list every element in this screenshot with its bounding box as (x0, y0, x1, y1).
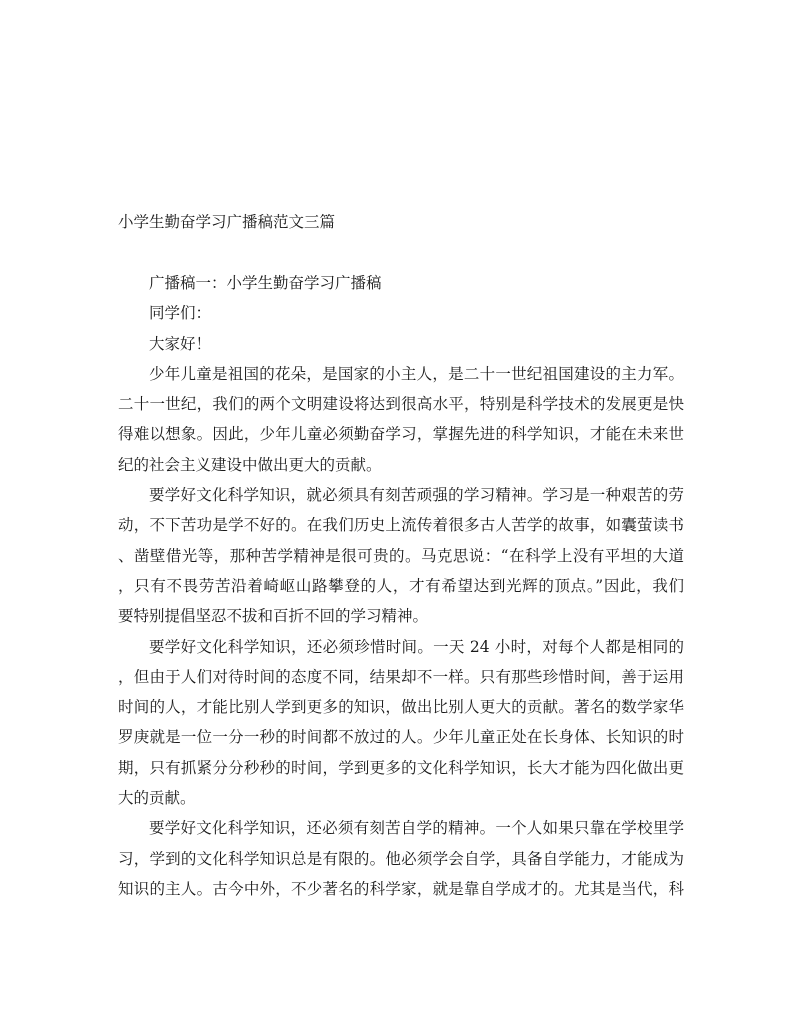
paragraph-2 (118, 480, 684, 631)
paragraph-line: 动，不下苦功是学不好的。在我们历史上流传着很多古人苦学的故事，如囊萤读书 (118, 516, 684, 535)
paragraph-line: 罗庚就是一位一分一秒的时间都不放过的人。少年儿童正处在长身体、长知识的时 (118, 728, 684, 747)
salutation: 同学们： (149, 304, 212, 323)
paragraph-4 (118, 813, 684, 904)
paragraph-line: 二十一世纪，我们的两个文明建设将达到很高水平，特别是科学技术的发展更是快 (118, 395, 684, 414)
paragraph-line: 要学好文化科学知识，就必须具有刻苦顽强的学习精神。学习是一种艰苦的劳 (149, 486, 684, 505)
paragraph-line: 要学好文化科学知识，还必须有刻苦自学的精神。一个人如果只靠在学校里学 (149, 819, 684, 838)
paragraph-line: 期，只有抓紧分分秒秒的时间，学到更多的文化科学知识，长大才能为四化做出更 (118, 758, 684, 777)
paragraph-line: 纪的社会主义建设中做出更大的贡献。 (118, 455, 382, 474)
paragraph-line: 知识的主人。古今中外，不少著名的科学家，就是靠自学成才的。尤其是当代，科 (118, 879, 684, 898)
paragraph-line: 、凿壁借光等，那种苦学精神是很可贵的。马克思说：“在科学上没有平坦的大道 (118, 546, 684, 565)
paragraph-line: 得难以想象。因此，少年儿童必须勤奋学习，掌握先进的科学知识，才能在未来世 (118, 425, 684, 444)
document-body (118, 268, 684, 904)
paragraph-line: 少年儿童是祖国的花朵，是国家的小主人，是二十一世纪祖国建设的主力军。 (149, 364, 684, 383)
document-title: 小学生勤奋学习广播稿范文三篇 (118, 213, 336, 231)
paragraph-1 (118, 359, 684, 480)
paragraph-3 (118, 632, 684, 814)
paragraph-line: 时间的人，才能比别人学到更多的知识，做出比别人更大的贡献。著名的数学家华 (118, 698, 684, 717)
paragraph-line: 要特别提倡坚忍不拔和百折不回的学习精神。 (118, 607, 429, 626)
paragraph-line: ，但由于人们对待时间的态度不同，结果却不一样。只有那些珍惜时间，善于运用 (118, 667, 684, 686)
paragraph-line: 要学好文化科学知识，还必须珍惜时间。一天 24 小时，对每个人都是相同的 (149, 637, 684, 656)
section-heading: 广播稿一：小学生勤奋学习广播稿 (149, 274, 382, 292)
paragraph-line: ，只有不畏劳苦沿着崎岖山路攀登的人，才有希望达到光辉的顶点。”因此，我们 (118, 576, 684, 595)
paragraph-line: 大的贡献。 (118, 789, 196, 808)
paragraph-line: 习，学到的文化科学知识总是有限的。他必须学会自学，具备自学能力，才能成为 (118, 849, 684, 868)
greeting-line: 大家好！ (149, 334, 212, 353)
